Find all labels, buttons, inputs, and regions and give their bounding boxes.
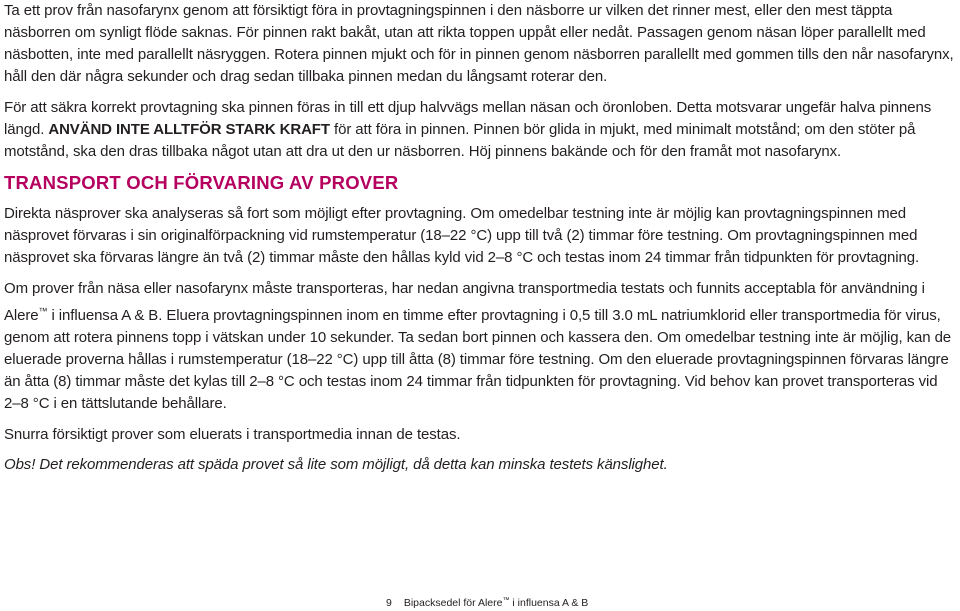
paragraph-transport <box>4 278 956 415</box>
paragraph-sampling: Ta ett prov från nasofarynx genom att försiktigt föra in provtagningspinnen i den näsborre ur vilken det rinner mest, eller den mest täppta näsborren om synligt flöde saknas. För pinnen rakt bakåt, utan att rikta toppen uppåt eller nedåt. Passagen genom näsan löper parallellt med näsbotten, inte med parallellt näsryggen. Rotera pinnen mjukt och för in pinnen genom näsborren parallellt med gommen tills den når nasofarynx, håll den där några sekunder och drag sedan tillbaka pinnen medan du långsamt roterar den. <box>4 2 954 85</box>
paragraph-note <box>4 454 956 476</box>
paragraph-swirl: Snurra försiktigt prover som eluerats i transportmedia innan de testas. <box>4 426 461 443</box>
paragraph-transport-start: Om prover från näsa eller nasofarynx måste transporteras, har nedan angivna transportmedia testats och funnits acceptabla för användning i Alere <box>4 280 925 324</box>
page-footer <box>386 597 588 609</box>
note-text: Obs! Det rekommenderas att späda provet så lite som möjligt, då detta kan minska testets känslighet. <box>4 456 668 473</box>
paragraph-depth-start: För att säkra korrekt provtagning ska pinnen föras in till ett djup halvvägs mellan näsan och öronloben. Detta motsvarar ungefär halva pinnens längd. <box>4 99 932 138</box>
trademark-symbol: ™ <box>38 306 48 316</box>
section-heading: TRANSPORT OCH FÖRVARING AV PROVER <box>4 172 399 193</box>
warning-emphasis: ANVÄND INTE ALLTFÖR STARK KRAFT <box>48 121 330 138</box>
page-number: 9 <box>386 597 392 609</box>
footer-title-end: i influensa A & B <box>509 597 589 609</box>
footer-title-start: Bipacksedel för Alere <box>403 597 503 609</box>
footer-trademark: ™ <box>502 597 510 604</box>
paragraph-depth <box>4 97 956 163</box>
paragraph-storage: Direkta näsprover ska analyseras så fort som möjligt efter provtagning. Om omedelbar testning inte är möjlig kan provtagningspinnen med näsprovet förvaras i sin originalförpackning vid rumstemperatur (18–22 °C) upp till två (2) timmar före testning. Om provtagningspinnen med näsprovet ska förvaras längre än två (2) timmar måste den hållas kyld vid 2–8 °C och testas inom 24 timmar från tidpunkten för provtagning. <box>4 205 920 266</box>
body-text <box>4 0 956 485</box>
paragraph-depth-end: för att föra in pinnen. Pinnen bör glida in mjukt, med minimalt motstånd; om den stöter på motstånd, ska den dras tillbaka något utan att dra ut den ur näsborren. Höj pinnens bakände och för den framåt mot nasofarynx. <box>4 121 916 160</box>
paragraph-transport-end: i influensa A & B. Eluera provtagningspinnen inom en timme efter provtagning i 0,5 till 3.0 mL natriumklorid eller transportmedia för virus, genom att rotera pinnens topp i vätskan under 10 sekunder. Ta sedan bort pinnen och kassera den. Om omedelbar testning inte är möjlig, kan de eluerade proverna hållas i rumstemperatur (18–22 °C) upp till åtta (8) timmar före testning. Om den eluerade provtagningspinnen förvaras längre än åtta (8) timmar måste det kylas till 2–8 °C och testas inom 24 timmar från tidpunkten för provtagning. Vid behov kan provet transporteras vid 2–8 °C i en tättslutande behållare. <box>4 307 952 412</box>
